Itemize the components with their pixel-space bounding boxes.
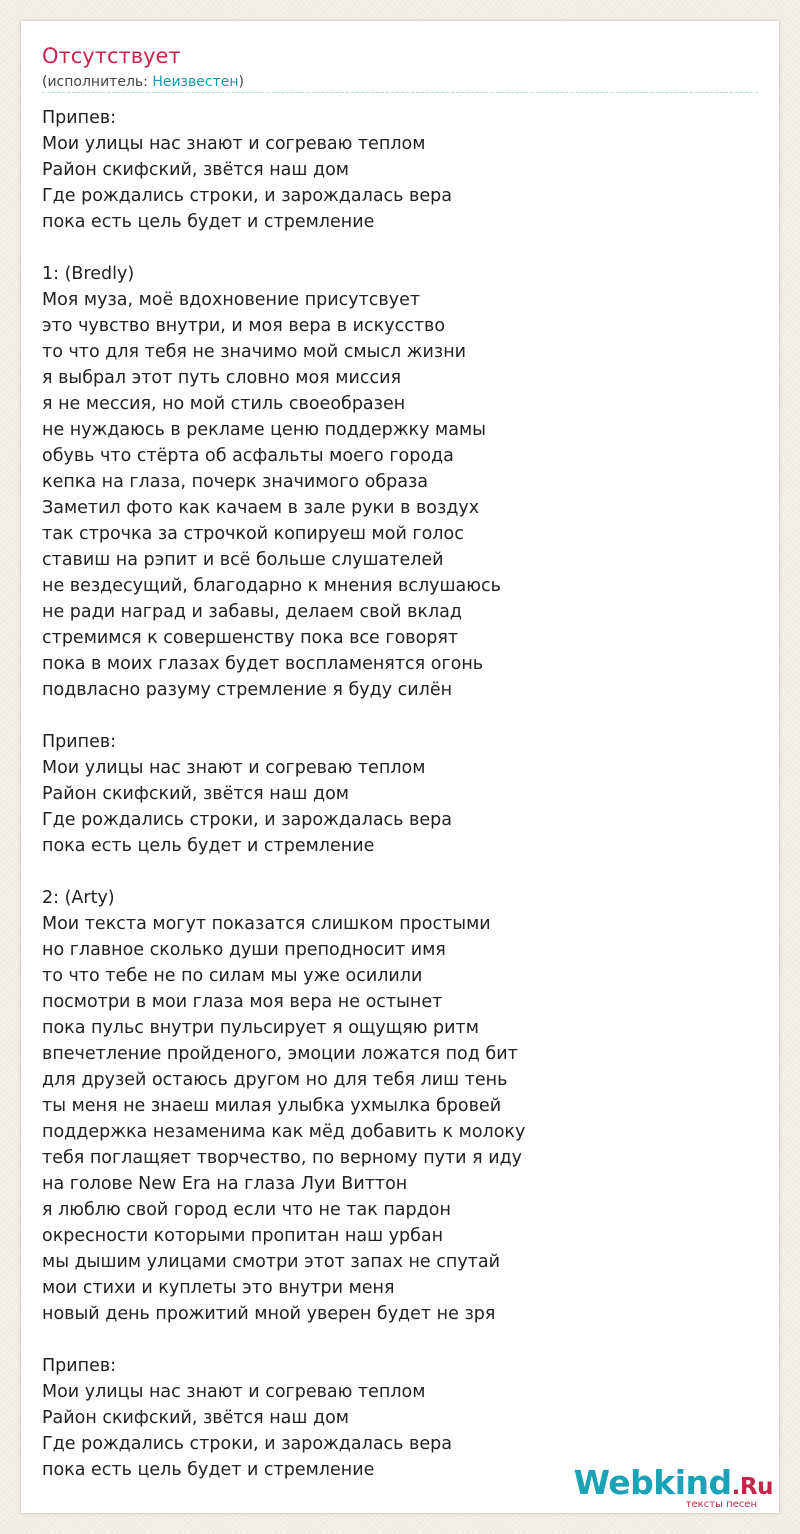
lyric-line: Моя муза, моё вдохновение присутсвует xyxy=(42,290,421,310)
lyric-line: впечетление пройденого, эмоции ложатся под бит xyxy=(42,1044,518,1064)
lyric-line: Где рождались строки, и зарождалась вера xyxy=(42,810,452,830)
lyric-line: Где рождались строки, и зарождалась вера xyxy=(42,1434,452,1454)
lyric-line: пока есть цель будет и стремление xyxy=(42,836,375,856)
lyric-line: то что тебе не по силам мы уже осилили xyxy=(42,966,423,986)
lyrics-text xyxy=(42,105,758,1483)
lyric-line: окресности которыми пропитан наш урбан xyxy=(42,1226,444,1246)
lyric-line: обувь что стёрта об асфальты моего города xyxy=(42,446,454,466)
lyric-line: для друзей остаюсь другом но для тебя лиш тень xyxy=(42,1070,508,1090)
lyric-line: поддержка незаменима как мёд добавить к молоку xyxy=(42,1122,526,1142)
lyric-line: Район скифский, звётся наш дом xyxy=(42,160,349,180)
lyric-line: Район скифский, звётся наш дом xyxy=(42,1408,349,1428)
lyric-line: не ради наград и забавы, делаем свой вклад xyxy=(42,602,463,622)
lyric-line: Мои улицы нас знают и согреваю теплом xyxy=(42,134,426,154)
lyrics-card xyxy=(21,21,779,1513)
lyric-line: Заметил фото как качаем в зале руки в воздух xyxy=(42,498,480,518)
song-title: Отсутствует xyxy=(42,44,181,68)
lyric-line: то что для тебя не значимо мой смысл жизни xyxy=(42,342,467,362)
artist-line xyxy=(42,72,244,92)
webkind-logo[interactable] xyxy=(573,1463,773,1511)
lyric-line: но главное сколько души преподносит имя xyxy=(42,940,446,960)
lyric-blank-line xyxy=(42,703,758,729)
lyric-blank-line xyxy=(42,1327,758,1353)
lyric-line: тебя поглащяет творчество, по верному пути я иду xyxy=(42,1148,523,1168)
artist-prefix: (исполнитель: xyxy=(42,74,153,90)
lyric-line: так строчка за строчкой копируеш мой голос xyxy=(42,524,464,544)
lyric-line: Мои текста могут показатся слишком простыми xyxy=(42,914,491,934)
lyric-line: Припев: xyxy=(42,732,117,752)
lyric-line: Мои улицы нас знают и согреваю теплом xyxy=(42,1382,426,1402)
lyric-line: я не мессия, но мой стиль своеобразен xyxy=(42,394,406,414)
lyric-line: пока пульс внутри пульсирует я ощущяю ритм xyxy=(42,1018,479,1038)
lyric-line: стремимся к совершенству пока все говорят xyxy=(42,628,459,648)
lyric-line: посмотри в мои глаза моя вера не остынет xyxy=(42,992,443,1012)
lyric-line: кепка на глаза, почерк значимого образа xyxy=(42,472,429,492)
logo-tld: .Ru xyxy=(731,1474,773,1500)
lyric-line: 1: (Bredly) xyxy=(42,264,135,284)
lyric-blank-line xyxy=(42,859,758,885)
lyric-line: я люблю свой город если что не так пардон xyxy=(42,1200,451,1220)
lyric-line: пока в моих глазах будет воспламенятся огонь xyxy=(42,654,484,674)
artist-suffix: ) xyxy=(238,74,244,90)
lyric-line: не нуждаюсь в рекламе ценю поддержку мамы xyxy=(42,420,486,440)
lyric-line: ты меня не знаеш милая улыбка ухмылка бровей xyxy=(42,1096,502,1116)
lyric-blank-line xyxy=(42,235,758,261)
lyric-line: мои стихи и куплеты это внутри меня xyxy=(42,1278,395,1298)
lyric-line: Где рождались строки, и зарождалась вера xyxy=(42,186,452,206)
lyric-line: Припев: xyxy=(42,1356,117,1376)
lyric-line: мы дышим улицами смотри этот запах не спутай xyxy=(42,1252,500,1272)
lyric-line: 2: (Arty) xyxy=(42,888,115,908)
lyric-line: пока есть цель будет и стремление xyxy=(42,1460,375,1480)
lyric-line: Мои улицы нас знают и согреваю теплом xyxy=(42,758,426,778)
lyric-line: новый день прожитий мной уверен будет не зря xyxy=(42,1304,496,1324)
lyric-line: пока есть цель будет и стремление xyxy=(42,212,375,232)
artist-link[interactable]: Неизвестен xyxy=(152,74,239,90)
lyric-line: ставиш на рэпит и всё больше слушателей xyxy=(42,550,444,570)
logo-tagline: тексты песен xyxy=(685,1499,757,1510)
lyric-line: это чувство внутри, и моя вера в искусство xyxy=(42,316,446,336)
lyric-line: я выбрал этот путь словно моя миссия xyxy=(42,368,401,388)
lyric-line: не вездесущий, благодарно к мнения вслушаюсь xyxy=(42,576,501,596)
divider xyxy=(42,92,758,93)
lyric-line: на голове New Era на глаза Луи Виттон xyxy=(42,1174,408,1194)
lyric-line: Припев: xyxy=(42,108,117,128)
logo-main-text: Webkind xyxy=(573,1463,732,1502)
lyric-line: подвласно разуму стремление я буду силён xyxy=(42,680,453,700)
lyric-line: Район скифский, звётся наш дом xyxy=(42,784,349,804)
